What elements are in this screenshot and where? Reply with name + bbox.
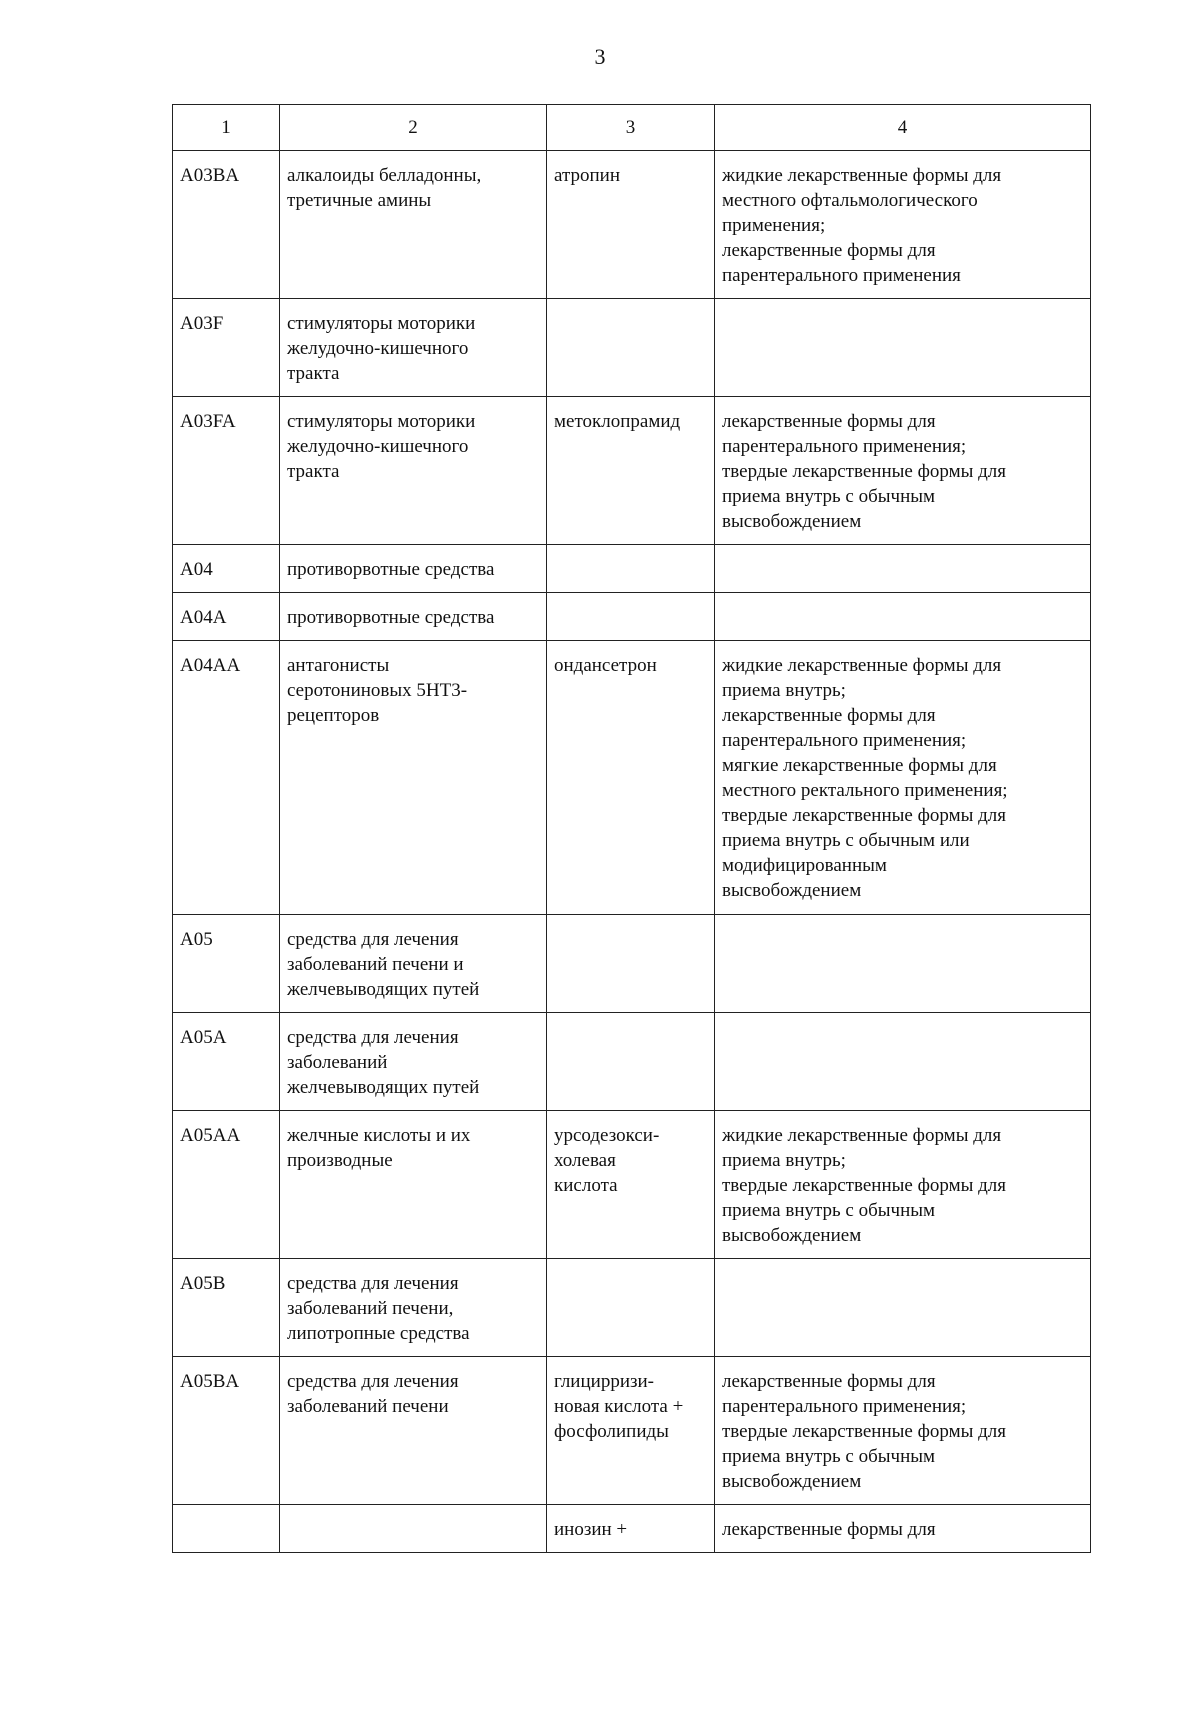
group-name-cell: стимуляторы моторики желудочно-кишечного тракта: [280, 299, 547, 397]
dosage-forms-cell: жидкие лекарственные формы для местного офтальмологического применения; лекарственные формы для парентерального применения: [715, 151, 1091, 299]
group-name-cell: желчные кислоты и их производные: [280, 1111, 547, 1259]
medicines-table: [172, 104, 1091, 1553]
atc-code-cell: A04: [173, 545, 280, 593]
table-row: [173, 151, 1091, 299]
atc-code-cell: [173, 1505, 280, 1553]
substance-cell: [547, 593, 715, 641]
atc-code-cell: A05BA: [173, 1357, 280, 1505]
table-body: [173, 151, 1091, 1553]
atc-code-cell: A05AA: [173, 1111, 280, 1259]
table-row: [173, 397, 1091, 545]
substance-cell: [547, 545, 715, 593]
dosage-forms-cell: [715, 545, 1091, 593]
group-name-cell: средства для лечения заболеваний печени, липотропные средства: [280, 1259, 547, 1357]
substance-cell: урсодезокси- холевая кислота: [547, 1111, 715, 1259]
column-header-3: 3: [547, 105, 715, 151]
substance-cell: инозин +: [547, 1505, 715, 1553]
group-name-cell: средства для лечения заболеваний печени: [280, 1357, 547, 1505]
atc-code-cell: A05A: [173, 1013, 280, 1111]
dosage-forms-cell: [715, 915, 1091, 1013]
atc-code-cell: A04A: [173, 593, 280, 641]
dosage-forms-cell: лекарственные формы для: [715, 1505, 1091, 1553]
atc-code-cell: A03BA: [173, 151, 280, 299]
table-row: [173, 1013, 1091, 1111]
substance-cell: [547, 1013, 715, 1111]
dosage-forms-cell: жидкие лекарственные формы для приема внутрь; лекарственные формы для парентерального применения; мягкие лекарственные формы для местного ректального применения; твердые лекарственные формы для приема внутрь с обычным или модифицированным высвобождением: [715, 641, 1091, 915]
atc-code-cell: A03F: [173, 299, 280, 397]
column-header-4: 4: [715, 105, 1091, 151]
table-row: [173, 641, 1091, 915]
column-header-1: 1: [173, 105, 280, 151]
group-name-cell: противорвотные средства: [280, 545, 547, 593]
group-name-cell: средства для лечения заболеваний желчевыводящих путей: [280, 1013, 547, 1111]
page-number: 3: [594, 44, 606, 69]
group-name-cell: [280, 1505, 547, 1553]
dosage-forms-cell: [715, 1259, 1091, 1357]
group-name-cell: противорвотные средства: [280, 593, 547, 641]
dosage-forms-cell: [715, 299, 1091, 397]
table-row: [173, 1357, 1091, 1505]
table-row: [173, 1259, 1091, 1357]
atc-code-cell: A04AA: [173, 641, 280, 915]
substance-cell: [547, 299, 715, 397]
group-name-cell: антагонисты серотониновых 5HT3- рецепторов: [280, 641, 547, 915]
table-row: [173, 593, 1091, 641]
table-header-row: [173, 105, 1091, 151]
substance-cell: ондансетрон: [547, 641, 715, 915]
atc-code-cell: A05: [173, 915, 280, 1013]
dosage-forms-cell: лекарственные формы для парентерального применения; твердые лекарственные формы для приема внутрь с обычным высвобождением: [715, 1357, 1091, 1505]
table-row: [173, 915, 1091, 1013]
dosage-forms-cell: жидкие лекарственные формы для приема внутрь; твердые лекарственные формы для приема внутрь с обычным высвобождением: [715, 1111, 1091, 1259]
atc-code-cell: A03FA: [173, 397, 280, 545]
group-name-cell: алкалоиды белладонны, третичные амины: [280, 151, 547, 299]
group-name-cell: стимуляторы моторики желудочно-кишечного тракта: [280, 397, 547, 545]
substance-cell: [547, 1259, 715, 1357]
atc-code-cell: A05B: [173, 1259, 280, 1357]
dosage-forms-cell: [715, 593, 1091, 641]
table-row: [173, 545, 1091, 593]
group-name-cell: средства для лечения заболеваний печени и желчевыводящих путей: [280, 915, 547, 1013]
table-row: [173, 1505, 1091, 1553]
column-header-2: 2: [280, 105, 547, 151]
substance-cell: атропин: [547, 151, 715, 299]
table-row: [173, 299, 1091, 397]
substance-cell: метоклопрамид: [547, 397, 715, 545]
substance-cell: [547, 915, 715, 1013]
table-row: [173, 1111, 1091, 1259]
dosage-forms-cell: [715, 1013, 1091, 1111]
dosage-forms-cell: лекарственные формы для парентерального применения; твердые лекарственные формы для приема внутрь с обычным высвобождением: [715, 397, 1091, 545]
substance-cell: глицирризи- новая кислота + фосфолипиды: [547, 1357, 715, 1505]
